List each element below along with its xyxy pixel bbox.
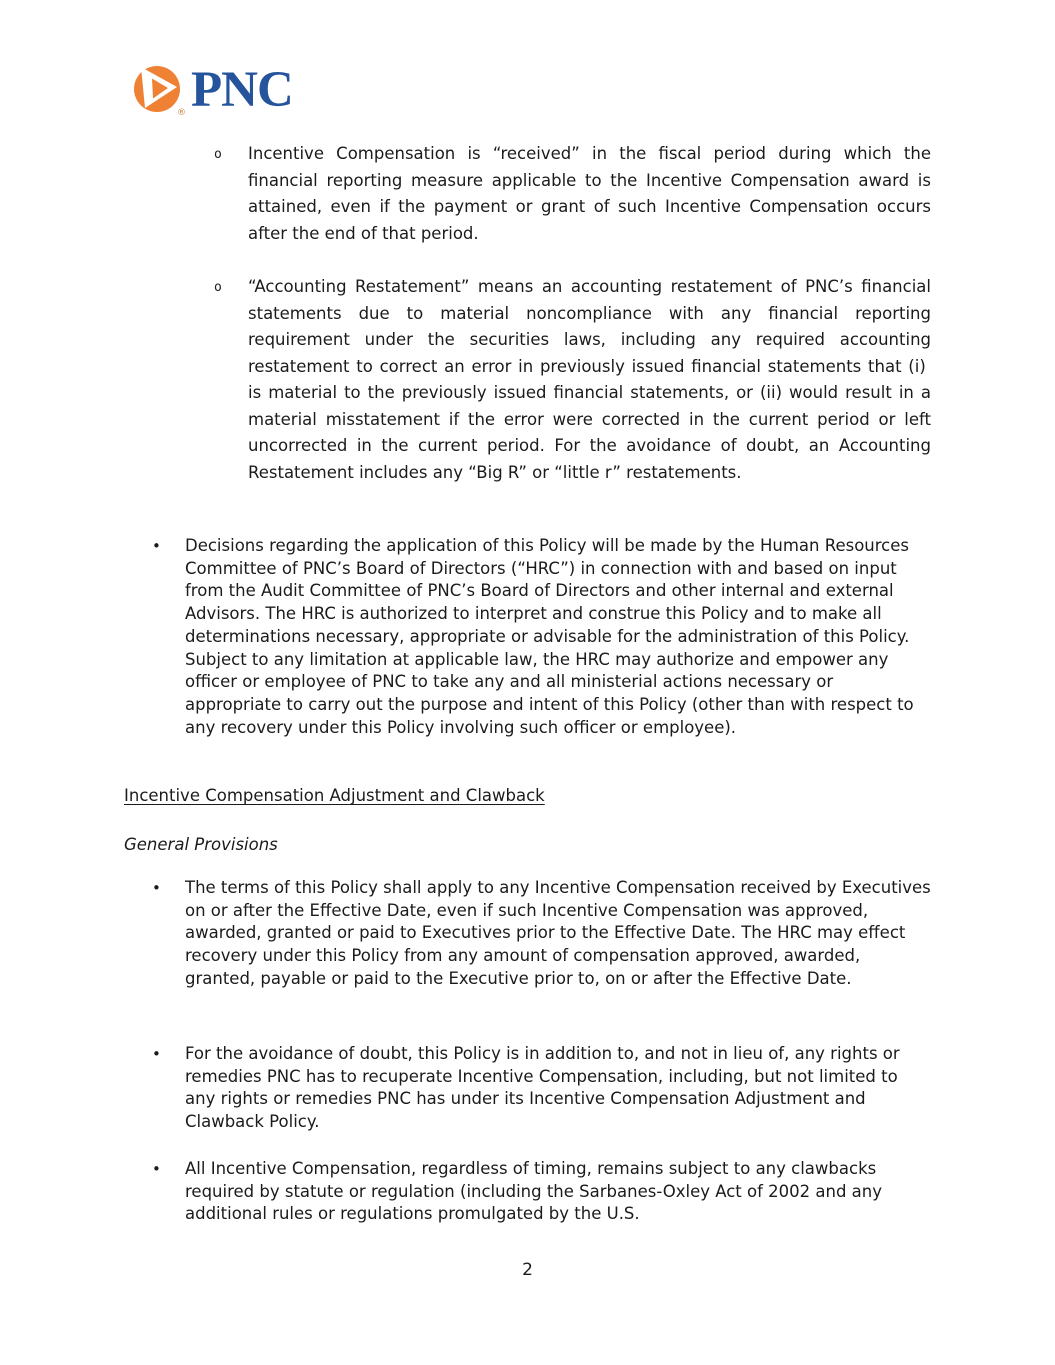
bullet-avoidance-of-doubt-text: For the avoidance of doubt, this Policy is in addition to, and not in lieu of, any rights or remedies PNC has to recuperate Incentive Compensation, including, but not limited to any rights or remedies PNC has under its Incentive Compensation Adjustment and Clawback Policy. (185, 1044, 900, 1132)
sub-bullet-received-text: Incentive Compensation is “received” in the fiscal period during which the financial reporting measure applicable to the Incentive Compensation award is attained, even if the payment or grant of such Incentive Compensation occurs after the end of that period. (248, 144, 931, 243)
pnc-logo (133, 62, 353, 124)
bullet-statutory-clawbacks-text: All Incentive Compensation, regardless of timing, remains subject to any clawbacks required by statute or regulation (including the Sarbanes-Oxley Act of 2002 and any additional rules or regulations promulgated by the U.S. (185, 1159, 883, 1224)
sub-bullet-accounting-restatement (214, 274, 931, 486)
bullet-avoidance-of-doubt (152, 1043, 931, 1134)
dot-bullet-marker: • (152, 1160, 161, 1178)
bullet-statutory-clawbacks (152, 1158, 931, 1226)
dot-bullet-marker: • (152, 537, 161, 555)
page-number: 2 (522, 1260, 533, 1280)
bullet-policy-terms (152, 877, 931, 991)
circle-bullet-marker: o (214, 280, 222, 295)
section-heading: Incentive Compensation Adjustment and Clawback (124, 786, 545, 805)
dot-bullet-marker: • (152, 1045, 161, 1063)
sub-bullet-received (214, 141, 931, 247)
section-subheading: General Provisions (124, 835, 278, 854)
bullet-policy-terms-text: The terms of this Policy shall apply to any Incentive Compensation received by Executives on or after the Effective Date, even if such Incentive Compensation was approved, awarded, granted or paid to Executives prior to the Effective Date. The HRC may effect recovery under this Policy from any amount of compensation approved, awarded, granted, payable or paid to the Executive prior to, on or after the Effective Date. (185, 878, 931, 988)
pnc-triangle-circle-icon (133, 65, 181, 113)
sub-bullet-accounting-restatement-text: “Accounting Restatement” means an accounting restatement of PNC’s financial statements due to material noncompliance with any financial reporting requirement under the securities laws, including any required accounting restatement to correct an error in previously issued financial statements that (i) is material to the previously issued financial statements, or (ii) would result in a material misstatement if the error were corrected in the current period or left uncorrected in the current period. For the avoidance of doubt, an Accounting Restatement includes any “Big R” or “little r” restatements. (248, 277, 931, 482)
dot-bullet-marker: • (152, 879, 161, 897)
registered-trademark-symbol: ® (177, 108, 186, 118)
pnc-wordmark: PNC (191, 62, 293, 118)
bullet-hrc-decisions-text: Decisions regarding the application of this Policy will be made by the Human Resources Committee of PNC’s Board of Directors (“HRC”) in connection with and based on input from the Audit Committee of PNC’s Board of Directors and other internal and external Advisors. The HRC is authorized to interpret and construe this Policy and to make all determinations necessary, appropriate or advisable for the administration of this Policy. Subject to any limitation at applicable law, the HRC may authorize and empower any officer or employee of PNC to take any and all ministerial actions necessary or appropriate to carry out the purpose and intent of this Policy (other than with respect to any recovery under this Policy involving such officer or employee). (185, 536, 914, 737)
bullet-hrc-decisions (152, 535, 931, 739)
circle-bullet-marker: o (214, 147, 222, 162)
